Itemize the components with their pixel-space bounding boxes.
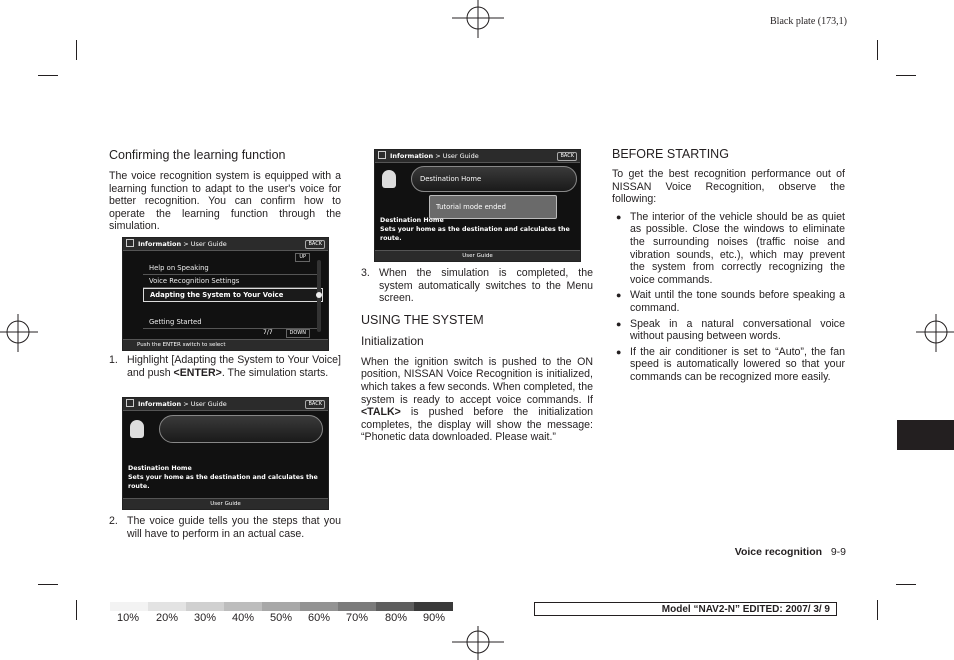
talk-key: <TALK> bbox=[361, 406, 401, 419]
screen-simulation bbox=[122, 397, 329, 510]
column-2 bbox=[361, 267, 593, 444]
scrollbar-thumb[interactable] bbox=[316, 292, 322, 298]
page-indicator: 7/7 bbox=[263, 329, 273, 336]
screen-user-guide-menu bbox=[122, 237, 329, 351]
screen-breadcrumb: > User Guide bbox=[183, 400, 227, 408]
voice-head-icon bbox=[382, 170, 396, 188]
intro-paragraph: The voice recognition system is equipped with a learning function to adapt to the user's voice for better recognition. You can confirm how to operate the learning function through the simulation. bbox=[109, 170, 341, 233]
screen-breadcrumb: > User Guide bbox=[435, 152, 479, 160]
screen-title-bar bbox=[123, 238, 328, 251]
info-icon bbox=[378, 151, 386, 159]
tint-scale-bar bbox=[110, 602, 453, 611]
back-button[interactable]: BACK bbox=[557, 152, 577, 161]
section-heading: BEFORE STARTING bbox=[612, 147, 729, 161]
menu-item-adapting-system[interactable]: Adapting the System to Your Voice bbox=[143, 288, 323, 302]
section-heading: USING THE SYSTEM bbox=[361, 312, 484, 327]
info-box bbox=[380, 216, 572, 243]
popup-text: Tutorial mode ended bbox=[436, 203, 506, 211]
page-number: 9-9 bbox=[830, 546, 846, 558]
screen-footer: User Guide bbox=[123, 498, 328, 509]
model-edited-box: Model “NAV2-N” EDITED: 2007/ 3/ 9 bbox=[534, 602, 837, 616]
voice-head-icon bbox=[130, 420, 144, 438]
page-footer bbox=[700, 546, 846, 558]
step-2: 2. The voice guide tells you the steps that you will have to perform in an actual case. bbox=[109, 515, 341, 540]
bullet-item: ● Wait until the tone sounds before speaking a command. bbox=[616, 289, 845, 314]
menu-item-getting-started[interactable]: Getting Started bbox=[143, 316, 321, 329]
section-heading: Confirming the learning function bbox=[109, 148, 286, 162]
registration-mark-bottom bbox=[450, 624, 506, 660]
speech-bubble bbox=[411, 166, 577, 192]
section-name: Voice recognition bbox=[734, 546, 823, 558]
column-1 bbox=[109, 148, 341, 233]
info-title: Destination Home bbox=[128, 465, 192, 472]
registration-mark-left bbox=[0, 314, 40, 354]
step-3: 3. When the simulation is completed, the system automatically switches to the Menu screen. bbox=[361, 267, 593, 305]
screen-title: Information bbox=[138, 240, 182, 248]
registration-mark-right bbox=[914, 314, 954, 354]
screen-title-bar bbox=[123, 398, 328, 411]
info-title: Destination Home bbox=[380, 217, 444, 224]
column-3 bbox=[612, 147, 845, 387]
menu-item-voice-recognition-settings[interactable]: Voice Recognition Settings bbox=[143, 275, 321, 288]
screen-title-bar bbox=[375, 150, 580, 163]
info-text: Sets your home as the destination and calculates the route. bbox=[128, 474, 318, 490]
screen-footer bbox=[123, 339, 328, 350]
speech-bubble bbox=[159, 415, 323, 443]
info-icon bbox=[126, 239, 134, 247]
step-1: 1. Highlight [Adapting the System to Your Voice] and push <ENTER>. The simulation starts. bbox=[109, 354, 341, 379]
menu-item-help-on-speaking[interactable]: Help on Speaking bbox=[143, 262, 321, 275]
bullet-item: ● The interior of the vehicle should be as quiet as possible. Close the windows to eliminate the surrounding noises (traffic noise and vibration sounds, etc.), which may prevent the system from correctly recognizing the voice commands. bbox=[616, 210, 845, 286]
section-tab bbox=[897, 420, 954, 450]
footer-hint: Push the ENTER switch to select bbox=[137, 342, 226, 348]
initialization-paragraph: When the ignition switch is pushed to the ON position, NISSAN Voice Recognition is initialized, which takes a few seconds. When completed, the system is ready to accept voice commands. If <TALK> is pushed before the initialization completes, the display will show the message: “Phonetic data downloaded. Please wait.” bbox=[361, 355, 594, 444]
screen-breadcrumb: > User Guide bbox=[183, 240, 227, 248]
bubble-text: Destination Home bbox=[420, 175, 482, 183]
column-1-steps-a bbox=[109, 354, 341, 379]
bullet-item: ● If the air conditioner is set to “Auto”, the fan speed is automatically lowered so that your commands can be recognized more easily. bbox=[616, 345, 845, 383]
screen-footer: User Guide bbox=[375, 250, 580, 261]
model-name: NAV2-N bbox=[698, 604, 735, 615]
back-button[interactable]: BACK bbox=[305, 400, 325, 409]
bullet-item: ● Speak in a natural conversational voice without pausing between words. bbox=[616, 317, 845, 343]
registration-mark-top bbox=[450, 0, 506, 40]
scroll-down-button[interactable]: DOWN bbox=[286, 329, 310, 338]
info-text: Sets your home as the destination and calculates the route. bbox=[380, 226, 570, 242]
column-1-steps-b bbox=[109, 515, 341, 540]
enter-key: <ENTER> bbox=[173, 366, 222, 379]
screen-title: Information bbox=[138, 400, 182, 408]
info-box bbox=[128, 464, 320, 491]
scroll-up-button[interactable]: UP bbox=[295, 253, 310, 262]
screen-tutorial-ended bbox=[374, 149, 581, 262]
back-button[interactable]: BACK bbox=[305, 240, 325, 249]
sub-heading: Initialization bbox=[361, 333, 424, 348]
plate-label: Black plate (173,1) bbox=[770, 16, 847, 27]
intro-paragraph: To get the best recognition performance out of NISSAN Voice Recognition, observe the following: bbox=[612, 168, 845, 206]
info-icon bbox=[126, 399, 134, 407]
screen-title: Information bbox=[390, 152, 434, 160]
edited-date: 2007/ 3/ 9 bbox=[785, 604, 830, 615]
